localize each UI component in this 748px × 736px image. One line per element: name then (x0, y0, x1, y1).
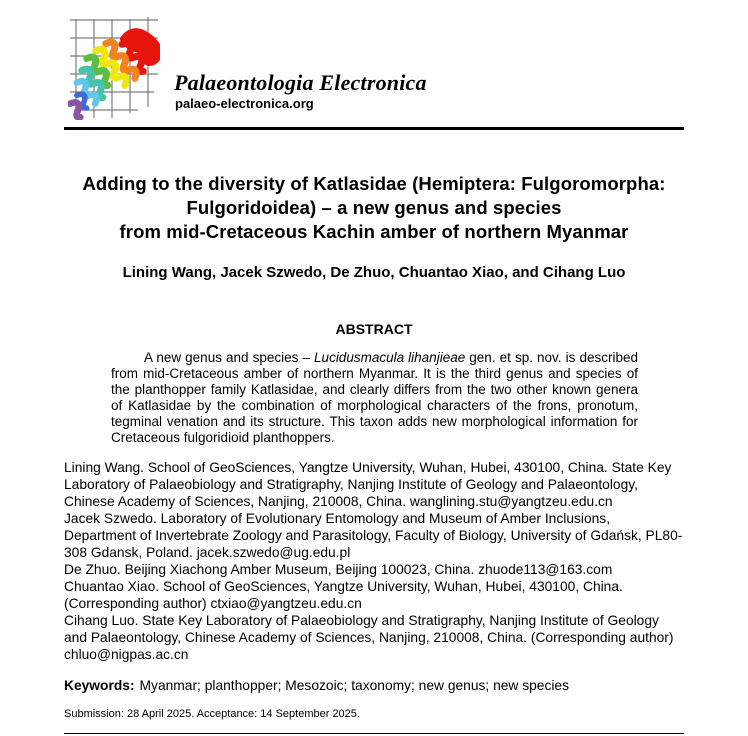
abstract-text-end: gen. et sp. nov. is described from mid-Cretaceous amber of northern Myanmar. It is the third genus and species of the planthopper family Katlasidae, and clearly differs from the two other known genera of Katlasidae by the combination of morphological characters of the frons, pronotum, tegminal venation and its structure. This taxon adds new morphological information for Cretaceous fulgoridioid planthoppers. (111, 350, 638, 445)
affiliation-item: Jacek Szwedo. Laboratory of Evolutionary Entomology and Museum of Amber Inclusions, Department of Invertebrate Zoology and Parasitology, Faculty of Biology, University of Gdańsk, PL80-308 Gdansk, Poland. jacek.szwedo@ug.edu.pl (64, 511, 683, 560)
journal-logo-icon (68, 17, 160, 120)
masthead-text (174, 71, 427, 111)
keywords-label: Keywords: (64, 678, 135, 693)
header-rule (64, 127, 684, 130)
abstract-text-start: A new genus and species – (144, 350, 315, 365)
paper-title (42, 172, 706, 244)
masthead (68, 17, 684, 120)
affiliations-list (64, 459, 684, 663)
taxon-name: Lucidusmacula lihanjieae (314, 350, 466, 365)
journal-title: Palaeontologia Electronica (174, 70, 427, 95)
affiliation-item: Lining Wang. School of GeoSciences, Yangtze University, Wuhan, Hubei, 430100, China. State Key Laboratory of Palaeobiology and Stratigraphy, Nanjing Institute of Geology and Palaeontology, Chinese Academy of Sciences, Nanjing, 210008, China. wanglining.stu@yangtzeu.edu.cn (64, 460, 672, 509)
authors-line: Lining Wang, Jacek Szwedo, De Zhuo, Chuantao Xiao, and Cihang Luo (122, 264, 626, 281)
keywords-line (64, 677, 684, 694)
submission-dates: Submission: 28 April 2025. Acceptance: 14 September 2025. (64, 707, 360, 720)
paper-title-line: from mid-Cretaceous Kachin amber of northern Myanmar (119, 221, 629, 242)
paper-title-line: Adding to the diversity of Katlasidae (Hemiptera: Fulgoromorpha: (82, 173, 666, 194)
footer-rule (64, 733, 684, 734)
abstract-text (111, 350, 638, 446)
keywords-text: Myanmar; planthopper; Mesozoic; taxonomy; new genus; new species (139, 678, 570, 693)
affiliation-item: Chuantao Xiao. School of GeoSciences, Yangtze University, Wuhan, Hubei, 430100, China. (Corresponding author) ctxiao@yangtzeu.edu.cn (64, 579, 623, 611)
affiliation-item: De Zhuo. Beijing Xiachong Amber Museum, Beijing 100023, China. zhuode113@163.com (64, 562, 613, 577)
abstract-heading: ABSTRACT (335, 321, 413, 337)
affiliation-item: Cihang Luo. State Key Laboratory of Palaeobiology and Stratigraphy, Nanjing Institute of Geology and Palaeontology, Chinese Academy of Sciences, Nanjing, 210008, China. (Corresponding author) chluo@nigpas.ac.cn (64, 613, 674, 662)
paper-title-line: Fulgoridoidea) – a new genus and species (186, 197, 562, 218)
journal-url: palaeo-electronica.org (175, 96, 314, 111)
